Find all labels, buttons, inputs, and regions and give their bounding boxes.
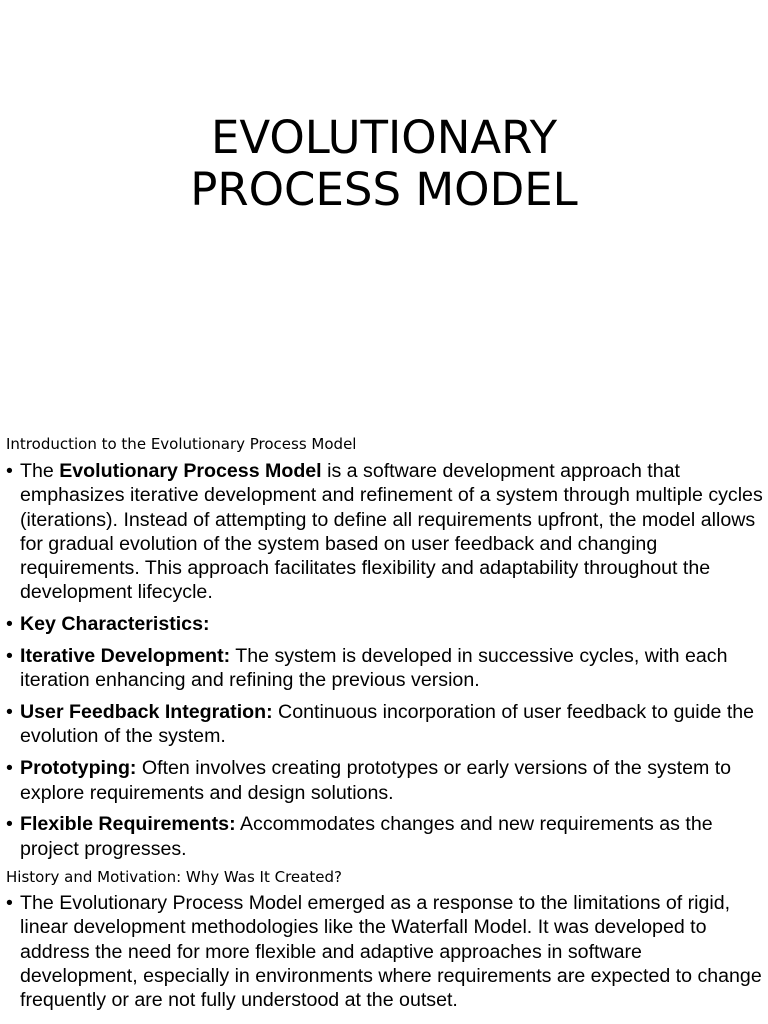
section-heading-history: History and Motivation: Why Was It Created? xyxy=(6,868,342,886)
list-item xyxy=(6,891,764,1012)
bullet-marker: • xyxy=(6,460,13,482)
list-item-text: Often involves creating prototypes or early versions of the system to explore requirements and design solutions. xyxy=(20,757,732,804)
list-item-text: The system is developed in successive cycles, with each iteration enhancing and refining the previous version. xyxy=(20,645,728,692)
list-item-bold-lead: Iterative Development: xyxy=(20,645,231,668)
list-item xyxy=(6,812,764,861)
list-item-bold-lead: User Feedback Integration: xyxy=(20,701,273,724)
list-item xyxy=(6,644,764,693)
bullet-marker: • xyxy=(6,613,13,636)
list-item-bold-lead: Prototyping: xyxy=(20,757,137,780)
bullet-marker: • xyxy=(6,701,13,724)
list-item-text: Accommodates changes and new requirements as the project progresses. xyxy=(20,813,713,860)
list-item-text: The Evolutionary Process Model emerged as a response to the limitations of rigid, linear development methodologies like the Waterfall Model. It was developed to address the need for more flexible and adaptive approaches in software development, especially in environments where requirements are expected to change frequently or are not fully understood at the outset. xyxy=(20,892,762,1012)
section-heading-introduction: Introduction to the Evolutionary Process Model xyxy=(6,435,357,453)
bullet-marker: • xyxy=(6,892,13,914)
list-item-bold-lead: Key Characteristics: xyxy=(20,613,210,636)
list-item xyxy=(6,612,764,636)
list-item-text: Continuous incorporation of user feedback to guide the evolution of the system. xyxy=(20,701,755,748)
introduction-bullet-list xyxy=(6,459,764,868)
list-item-bold-term: Evolutionary Process Model xyxy=(59,460,322,482)
list-item-bold-lead: Flexible Requirements: xyxy=(20,813,236,836)
slide-title-line-1: EVOLUTIONARY xyxy=(210,111,558,164)
list-item xyxy=(6,459,764,605)
list-item-text: is a software development approach that emphasizes iterative development and refinement of a system through multiple cycles (iterations). Instead of attempting to define all requirements upfront, the model allows for gradual evolution of the system based on user feedback and changing requirements. This approach facilitates flexibility and adaptability throughout the development lifecycle. xyxy=(20,460,763,604)
list-item-pre: The xyxy=(20,460,60,482)
history-bullet-list xyxy=(6,891,764,1020)
bullet-marker: • xyxy=(6,645,13,668)
bullet-marker: • xyxy=(6,813,13,836)
list-item xyxy=(6,756,764,805)
bullet-marker: • xyxy=(6,757,13,780)
list-item xyxy=(6,700,764,749)
slide-title-line-2: PROCESS MODEL xyxy=(190,163,578,216)
slide-title xyxy=(0,112,768,216)
